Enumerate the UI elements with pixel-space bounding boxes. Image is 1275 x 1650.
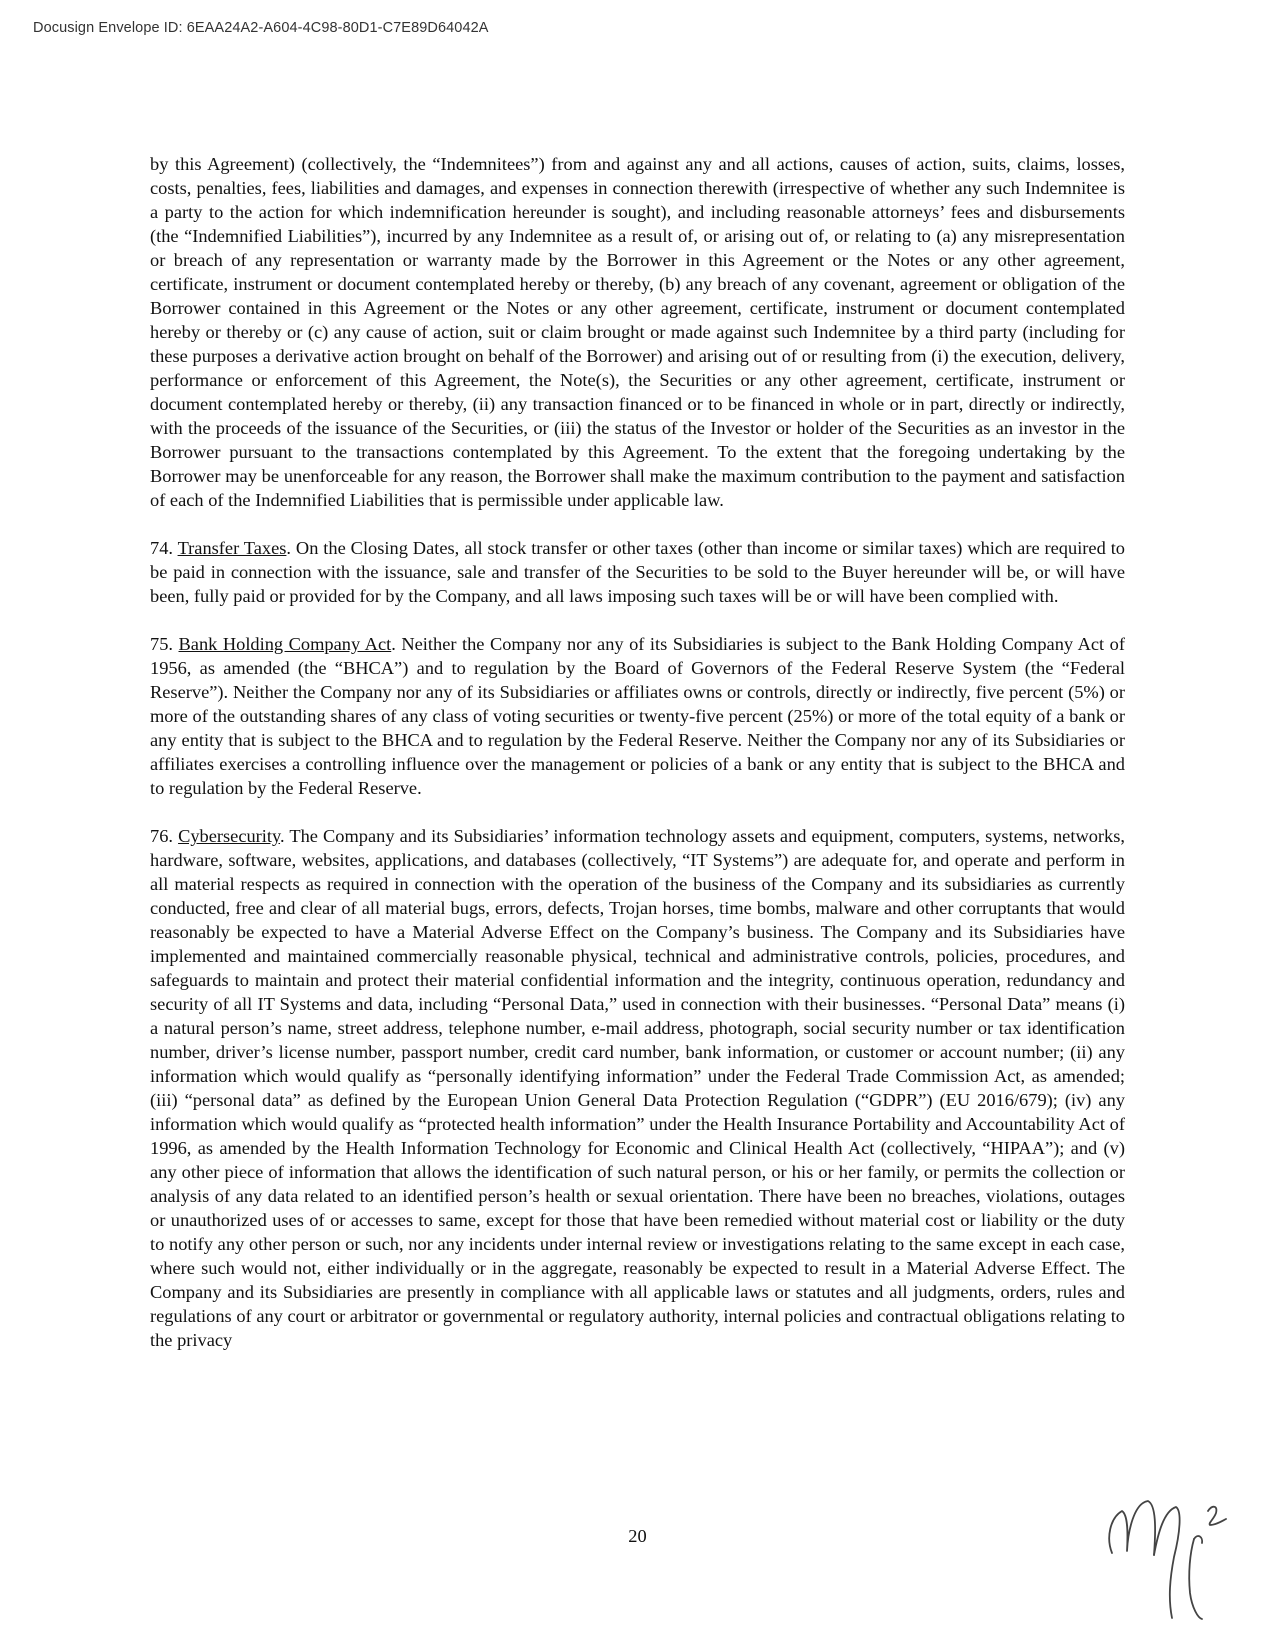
- envelope-id: Docusign Envelope ID: 6EAA24A2-A604-4C98-80D1-C7E89D64042A: [33, 20, 489, 36]
- paragraph-indemnification-continued: by this Agreement) (collectively, the “Indemnitees”) from and against any and all actions, causes of action, suits, claims, losses, costs, penalties, fees, liabilities and damages, and expenses in connection therewith (irrespective of whether any such Indemnitee is a party to the action for which indemnification hereunder is sought), and including reasonable attorneys’ fees and disbursements (the “Indemnified Liabilities”), incurred by any Indemnitee as a result of, or arising out of, or relating to (a) any misrepresentation or breach of any representation or warranty made by the Borrower in this Agreement or the Notes or any other agreement, certificate, instrument or document contemplated hereby or thereby, (b) any breach of any covenant, agreement or obligation of the Borrower contained in this Agreement or the Notes or any other agreement, certificate, instrument or document contemplated hereby or thereby or (c) any cause of action, suit or claim brought or made against such Indemnitee by a third party (including for these purposes a derivative action brought on behalf of the Borrower) and arising out of or resulting from (i) the execution, delivery, performance or enforcement of this Agreement, the Note(s), the Securities or any other agreement, certificate, instrument or document contemplated hereby or thereby, (ii) any transaction financed or to be financed in whole or in part, directly or indirectly, with the proceeds of the issuance of the Securities, or (iii) the status of the Investor or holder of the Securities as an investor in the Borrower pursuant to the transactions contemplated by this Agreement. To the extent that the foregoing undertaking by the Borrower may be unenforceable for any reason, the Borrower shall make the maximum contribution to the payment and satisfaction of each of the Indemnified Liabilities that is permissible under applicable law.: [150, 154, 1125, 510]
- section-76-cybersecurity: [150, 824, 1125, 1352]
- handwritten-initials: [1098, 1493, 1238, 1628]
- section-number: 75.: [150, 634, 173, 654]
- section-number: 74.: [150, 538, 173, 558]
- section-75-bank-holding-company-act: [150, 632, 1125, 800]
- section-body: . The Company and its Subsidiaries’ information technology assets and equipment, computers, systems, networks, hardware, software, websites, applications, and databases (collectively, “IT Systems”) are adequate for, and operate and perform in all material respects as required in connection with the operation of the business of the Company and its subsidiaries as currently conducted, free and clear of all material bugs, errors, defects, Trojan horses, time bombs, malware and other corruptants that would reasonably be expected to have a Material Adverse Effect on the Company’s business. The Company and its Subsidiaries have implemented and maintained commercially reasonable physical, technical and administrative controls, policies, procedures, and safeguards to maintain and protect their material confidential information and the integrity, continuous operation, redundancy and security of all IT Systems and data, including “Personal Data,” used in connection with their businesses. “Personal Data” means (i) a natural person’s name, street address, telephone number, e-mail address, photograph, social security number or tax identification number, driver’s license number, passport number, credit card number, bank information, or customer or account number; (ii) any information which would qualify as “personally identifying information” under the Federal Trade Commission Act, as amended; (iii) “personal data” as defined by the European Union General Data Protection Regulation (“GDPR”) (EU 2016/679); (iv) any information which would qualify as “protected health information” under the Health Insurance Portability and Accountability Act of 1996, as amended by the Health Information Technology for Economic and Clinical Health Act (collectively, “HIPAA”); and (v) any other piece of information that allows the identification of such natural person, or his or her family, or permits the collection or analysis of any data related to an identified person’s health or sexual orientation. There have been no breaches, violations, outages or unauthorized uses of or accesses to same, except for those that have been remedied without material cost or liability or the duty to notify any other person or such, nor any incidents under internal review or investigations relating to the same except in each case, where such would not, either individually or in the aggregate, reasonably be expected to result in a Material Adverse Effect. The Company and its Subsidiaries are presently in compliance with all applicable laws or statutes and all judgments, orders, rules and regulations of any court or arbitrator or governmental or regulatory authority, internal policies and contractual obligations relating to the privacy: [150, 826, 1125, 1350]
- section-74-transfer-taxes: [150, 536, 1125, 608]
- section-body: . On the Closing Dates, all stock transfer or other taxes (other than income or similar taxes) which are required to be paid in connection with the issuance, sale and transfer of the Securities to be sold to the Buyer hereunder will be, or will have been, fully paid or provided for by the Company, and all laws imposing such taxes will be or will have been complied with.: [150, 538, 1126, 606]
- section-body: . Neither the Company nor any of its Subsidiaries is subject to the Bank Holding Company Act of 1956, as amended (the “BHCA”) and to regulation by the Board of Governors of the Federal Reserve System (the “Federal Reserve”). Neither the Company nor any of its Subsidiaries or affiliates owns or controls, directly or indirectly, five percent (5%) or more of the outstanding shares of any class of voting securities or twenty-five percent (25%) or more of the total equity of a bank or any entity that is subject to the BHCA and to regulation by the Federal Reserve. Neither the Company nor any of its Subsidiaries or affiliates exercises a controlling influence over the management or policies of a bank or any entity that is subject to the BHCA and to regulation by the Federal Reserve.: [150, 634, 1125, 798]
- section-heading: Bank Holding Company Act: [178, 634, 392, 654]
- section-heading: Transfer Taxes: [177, 538, 287, 558]
- section-number: 76.: [150, 826, 173, 846]
- document-body: [150, 152, 1125, 1376]
- section-heading: Cybersecurity: [178, 826, 281, 846]
- page-number: 20: [628, 1526, 647, 1546]
